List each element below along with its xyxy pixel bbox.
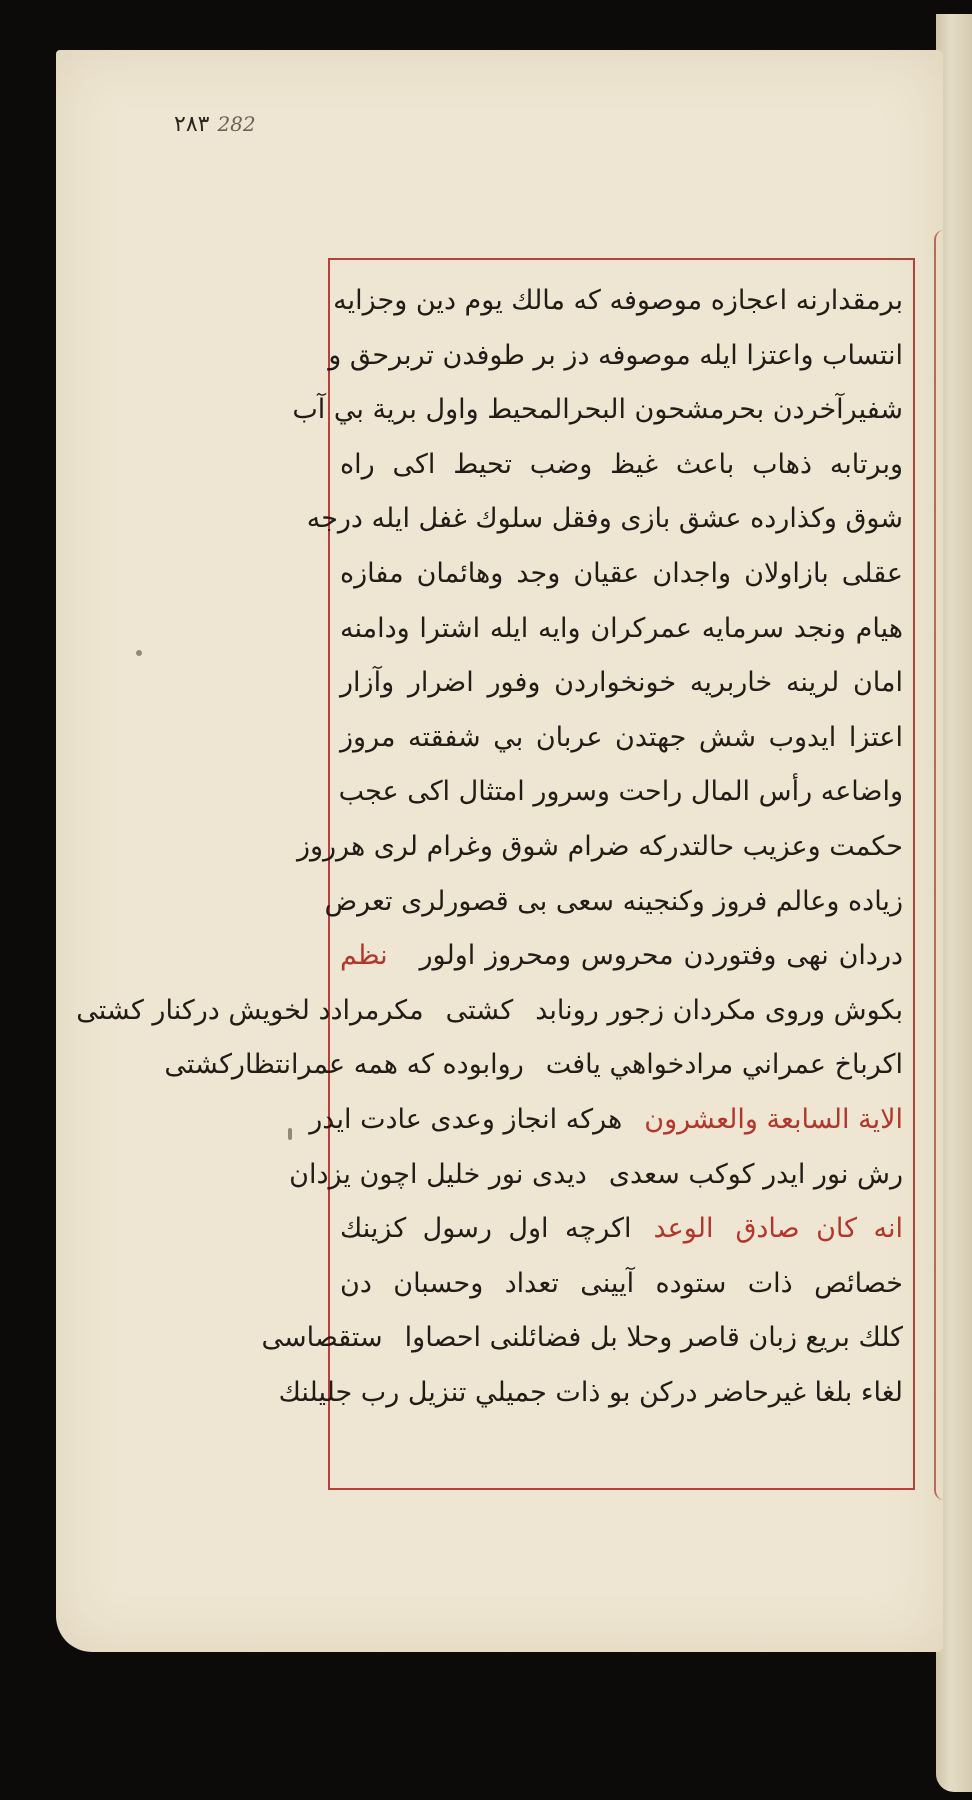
text-line <box>309 1093 903 1148</box>
text-line <box>164 1038 903 1093</box>
text-segment: روابوده كه همه عمرانتظاركشتى <box>164 1049 524 1081</box>
text-line <box>261 1311 903 1366</box>
text-line <box>340 929 903 984</box>
text-segment: ديدى نور خليل اچون يزدان <box>289 1158 587 1190</box>
text-segment: اعتزا ايدوب شش جهتدن عربان بي شفقته مروز <box>340 721 903 753</box>
text-segment: وبرتابه ذهاب باعث غيظ وضب تحيط اكى راه <box>340 448 903 480</box>
text-segment: شفيرآخردن بحرمشحون البحرالمحيط واول برية بي آب <box>292 394 903 426</box>
text-segment: انتساب واعتزا ايله موصوفه دز بر طوفدن تربرحق و <box>328 339 903 371</box>
text-segment: خصائص ذات ستوده آيينى تعداد وحسبان دن <box>340 1267 903 1299</box>
text-segment: رش نور ايدر كوكب سعدى <box>608 1158 903 1190</box>
text-line <box>333 274 903 329</box>
text-line <box>296 820 903 875</box>
rubric-text: الوعد <box>653 1213 714 1245</box>
text-segment: بكوش وروى مكردان زجور رونابد <box>535 994 903 1026</box>
ink-spot <box>288 1128 292 1140</box>
rubric-text: انه كان صادق <box>735 1213 903 1245</box>
text-segment: اكرباخ عمراني مرادخواهي يافت <box>545 1049 903 1081</box>
next-page-rule <box>934 230 944 1500</box>
text-segment: كلك بريع زبان قاصر وحلا بل فضائلنى احصاوا <box>404 1322 903 1354</box>
text-segment: واضاعه رأس المال راحت وسرور امتثال اكى عجب <box>338 776 903 808</box>
text-segment: شوق وكذارده عشق بازى وفقل سلوك غفل ايله درجه <box>306 503 903 535</box>
rubric-text: الاية السابعة والعشرون <box>644 1103 903 1135</box>
text-segment: هيام ونجد سرمايه عمركران وايه ايله اشترا ودامنه <box>340 612 903 644</box>
text-segment: مكرمرادد لخويش دركنار كشتى <box>76 994 424 1026</box>
text-line <box>340 656 903 711</box>
text-segment: اكرچه اول رسول كزينك <box>340 1213 632 1245</box>
folio-arabic: ٢٨٣ <box>174 112 210 137</box>
text-line <box>76 984 903 1039</box>
text-segment: برمقدارنه اعجازه موصوفه که مالك يوم دين وجزايه <box>333 285 903 316</box>
text-line <box>340 547 903 602</box>
text-segment: ستقصاسى <box>261 1322 383 1354</box>
text-line <box>340 1202 903 1257</box>
folio-pencil: 282 <box>217 112 256 136</box>
text-line <box>340 1257 903 1312</box>
text-line <box>340 765 903 820</box>
text-line <box>289 1148 903 1203</box>
text-segment: هركه انجاز وعدى عادت ايدر <box>309 1103 623 1135</box>
text-line <box>340 602 903 657</box>
text-segment: زياده وعالم فروز وكنجينه سعى بى قصورلرى تعرض <box>324 885 903 917</box>
text-segment: حكمت وعزيب حالتدركه ضرام شوق وغرام لرى هرروز <box>296 830 903 862</box>
folio-number <box>174 112 256 137</box>
text-segment: عقلى بازاولان واجدان عقيان وجد وهائمان مفازه <box>340 557 903 589</box>
text-line <box>340 711 903 766</box>
text-segment: لغاء بلغا غيرحاضر دركن بو ذات جميلي تنزيل رب جليلنك <box>278 1376 903 1408</box>
text-segment: امان لرينه خاربريه خونخواردن وفور اضرار وآزار <box>340 667 903 699</box>
text-line <box>340 438 903 493</box>
text-line <box>292 383 903 438</box>
text-line <box>328 329 903 384</box>
text-segment: دردان نهى وفتوردن محروس ومحروز اولور <box>409 940 903 972</box>
ink-spot <box>136 650 142 656</box>
text-line <box>306 492 903 547</box>
text-line <box>278 1366 903 1421</box>
text-line <box>324 875 903 930</box>
text-segment: كشتى <box>445 994 514 1026</box>
text-block <box>76 274 903 1474</box>
rubric-text: نظم <box>340 940 388 972</box>
text-frame <box>76 258 915 1490</box>
